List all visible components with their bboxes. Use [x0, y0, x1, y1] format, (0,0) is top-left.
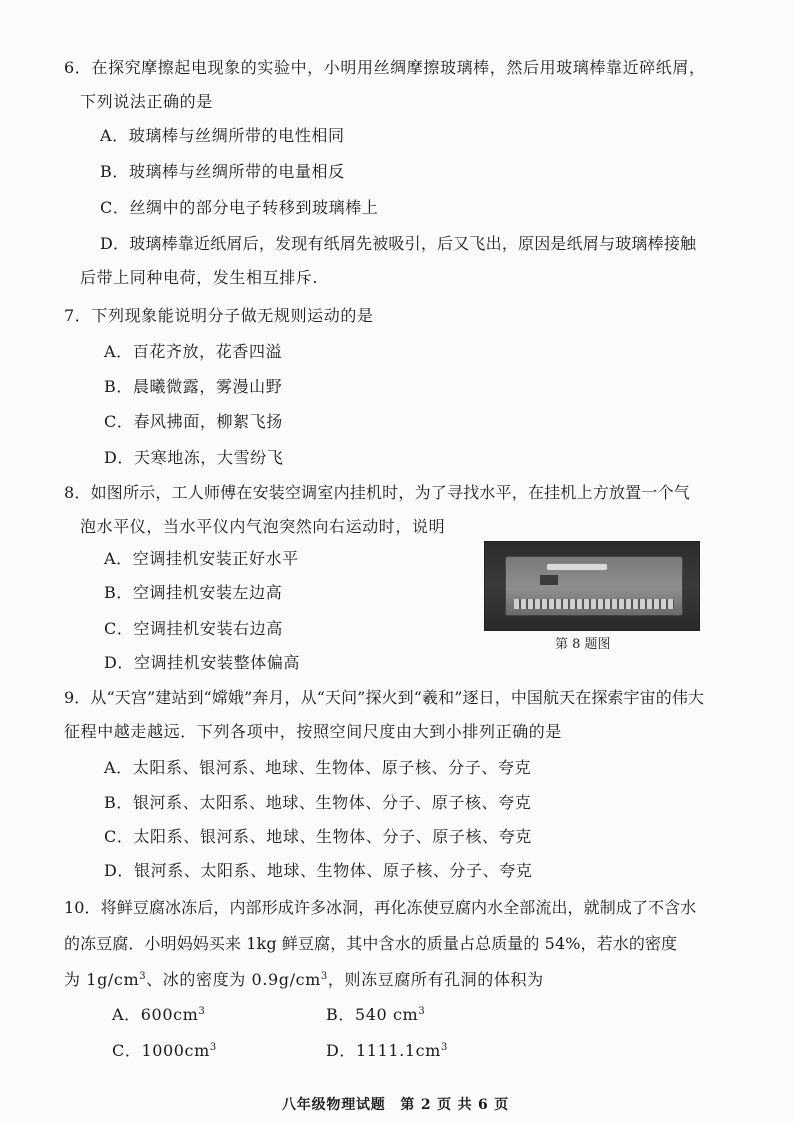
q8-option-b: B．空调挂机安装左边高 [104, 583, 283, 602]
q9-option-b: B．银河系、太阳系、地球、生物体、分子、原子核、夸克 [104, 793, 532, 812]
q10-option-b-text: B．540 cm [326, 1005, 419, 1024]
q6-option-a: A．玻璃棒与丝绸所带的电性相同 [100, 126, 345, 145]
q10-sup: 3 [209, 1042, 217, 1053]
ac-vent [514, 599, 674, 609]
page-footer: 八年级物理试题 第 2 页 共 6 页 [282, 1097, 510, 1113]
q7-option-c: C．春风拂面，柳絮飞扬 [104, 412, 283, 431]
q8-stem-line1: 8．如图所示，工人师傅在安装空调室内挂机时，为了寻找水平，在挂机上方放置一个气 [64, 483, 690, 502]
q10-option-d [326, 1041, 448, 1061]
q10-stem-part1: 为 1g/cm [64, 970, 140, 989]
q6-option-c: C．丝绸中的部分电子转移到玻璃棒上 [100, 198, 379, 217]
q10-stem-line1: 10．将鲜豆腐冰冻后，内部形成许多冰洞，再化冻使豆腐内水全部流出，就制成了不含水 [64, 898, 697, 917]
q6-stem-line2: 下列说法正确的是 [80, 92, 213, 111]
q10-sup: 3 [320, 971, 328, 982]
q10-option-c-text: C．1000cm [112, 1041, 210, 1060]
q10-sup: 3 [198, 1006, 206, 1017]
figure-caption: 第 8 题图 [555, 637, 611, 652]
q9-option-a: A．太阳系、银河系、地球、生物体、原子核、分子、夸克 [104, 758, 532, 777]
q8-option-d: D．空调挂机安装整体偏高 [104, 653, 301, 672]
q10-option-a-text: A．600cm [112, 1005, 199, 1024]
air-conditioner-photo [484, 541, 700, 631]
q6-option-d-line2: 后带上同种电荷，发生相互排斥. [80, 268, 319, 287]
q6-stem-line1: 6．在探究摩擦起电现象的实验中，小明用丝绸摩擦玻璃棒，然后用玻璃棒靠近碎纸屑， [64, 58, 706, 77]
q10-option-b [326, 1005, 425, 1025]
q8-option-c: C．空调挂机安装右边高 [104, 619, 283, 638]
q10-stem-line3 [64, 970, 544, 990]
q9-stem-line1: 9．从“天宫”建站到“嫦娥”奔月，从“天问”探火到“羲和”逐日，中国航天在探索宇宙的伟大 [64, 688, 705, 707]
q10-stem-line2: 的冻豆腐．小明妈妈买来 1kg 鲜豆腐，其中含水的质量占总质量的 54%，若水的密度 [64, 934, 678, 953]
bubble-level [546, 563, 608, 571]
q8-option-a: A．空调挂机安装正好水平 [104, 549, 299, 568]
q9-option-d: D．银河系、太阳系、地球、生物体、原子核、分子、夸克 [104, 861, 533, 880]
q10-sup: 3 [139, 971, 147, 982]
q9-option-c: C．太阳系、银河系、地球、生物体、分子、原子核、夸克 [104, 827, 532, 846]
q7-option-b: B．晨曦微露，雾漫山野 [104, 377, 283, 396]
q8-stem-line2: 泡水平仪，当水平仪内气泡突然向右运动时，说明 [80, 517, 446, 536]
q10-sup: 3 [418, 1006, 426, 1017]
q10-option-a [112, 1005, 205, 1025]
q10-stem-part2: 、冰的密度为 0.9g/cm [146, 970, 321, 989]
q10-option-d-text: D．1111.1cm [326, 1041, 441, 1060]
q10-sup: 3 [440, 1042, 448, 1053]
ac-display [540, 575, 558, 585]
q6-option-d-line1: D．玻璃棒靠近纸屑后，发现有纸屑先被吸引，后又飞出，原因是纸屑与玻璃棒接触 [100, 234, 697, 253]
q6-option-b: B．玻璃棒与丝绸所带的电量相反 [100, 162, 345, 181]
q7-option-d: D．天寒地冻，大雪纷飞 [104, 448, 284, 467]
air-conditioner-unit [505, 556, 683, 616]
q9-stem-line2: 征程中越走越远．下列各项中，按照空间尺度由大到小排列正确的是 [64, 722, 563, 741]
q7-option-a: A．百花齐放，花香四溢 [104, 342, 283, 361]
q10-stem-part3: ，则冻豆腐所有孔洞的体积为 [327, 970, 544, 989]
q10-option-c [112, 1041, 217, 1061]
q7-stem: 7．下列现象能说明分子做无规则运动的是 [64, 306, 374, 325]
